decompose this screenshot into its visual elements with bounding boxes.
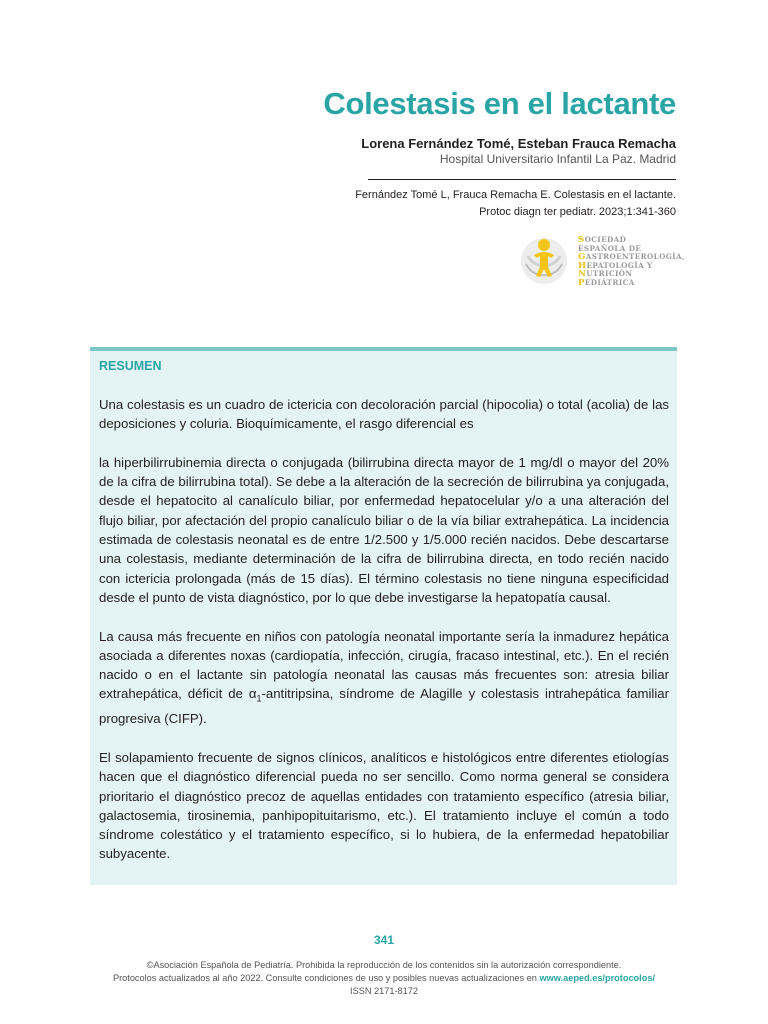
footer	[0, 959, 768, 998]
logo-line: SOCIEDAD	[578, 235, 627, 245]
issn: ISSN 2171-8172	[350, 986, 418, 996]
logo-line: GASTROENTEROLOGÍA,	[578, 252, 685, 263]
logo-line: ESPAÑOLA DE	[578, 243, 642, 253]
summary-box	[90, 347, 677, 885]
summary-body	[99, 395, 669, 883]
article-title: Colestasis en el lactante	[323, 86, 676, 121]
citation-line-2: Protoc diagn ter pediatr. 2023;1:341-360	[479, 206, 676, 218]
society-logo	[518, 234, 688, 290]
summary-heading: RESUMEN	[99, 359, 162, 373]
summary-paragraph: Una colestasis es un cuadro de ictericia con decoloración parcial (hipocolia) o total (acolia) de las deposiciones y coluria. Bioquímicamente, el rasgo diferencial es	[99, 397, 669, 432]
page-number: 341	[373, 933, 395, 947]
logo-wordmark	[578, 236, 685, 288]
summary-paragraph: El solapamiento frecuente de signos clínicos, analíticos e histológicos entre diferentes etiologías hacen que el diagnóstico diferencial pueda no ser sencillo. Como norma general se considera prioritario el diagnóstico precoz de aquellas entidades con tratamiento específico (atresia biliar, galactosemia, tirosinemia, panhipopituitarismo, etc.). El tratamiento incluye el común a todo síndrome colestático y el tratamiento específico, si lo hubiera, de la enfermedad hepatobiliar subyacente.	[99, 749, 669, 862]
header-divider	[368, 179, 676, 180]
update-note: Protocolos actualizados al año 2022. Consulte condiciones de uso y posibles nuevas actualizaciones en www.aeped.es/protocolos/	[112, 973, 656, 983]
authors: Lorena Fernández Tomé, Esteban Frauca Remacha	[361, 136, 676, 151]
child-figure-icon	[518, 234, 574, 286]
alpha-symbol: α	[248, 686, 257, 702]
logo-line: HEPATOLOGÍA Y	[578, 260, 653, 271]
logo-line: NUTRICIÓN	[578, 269, 633, 280]
citation-line-1: Fernández Tomé L, Frauca Remacha E. Colestasis en el lactante.	[355, 189, 676, 201]
copyright-notice: ©Asociación Española de Pediatría. Prohibida la reproducción de los contenidos sin la autorización correspondiente.	[146, 960, 622, 970]
logo-line: PEDIÁTRICA	[578, 277, 635, 288]
alpha-subscript: 1	[256, 694, 262, 705]
summary-paragraph: la hiperbilirrubinemia directa o conjugada (bilirrubina directa mayor de 1 mg/dl o mayor del 20% de la cifra de bilirrubina total). Se debe a la alteración de la secreción de bilirrubina ya conjugada, desde el hepatocito al canalículo biliar, por enfermedad hepatocelular y/o a una alteración del flujo biliar, por afectación del propio canalículo biliar o de la vía biliar extrahepática. La incidencia estimada de colestasis neonatal es de entre 1/2.500 y 1/5.000 recién nacidos. Debe descartarse una colestasis, mediante determinación de la cifra de bilirrubina directa, en todo recién nacido con ictericia prolongada (más de 15 días). El término colestasis no tiene ninguna especificidad desde el punto de vista diagnóstico, por lo que debe investigarse la hepatopatía causal.	[99, 454, 669, 605]
affiliation: Hospital Universitario Infantil La Paz. Madrid	[439, 152, 676, 166]
citation	[355, 187, 676, 221]
protocols-link[interactable]: www.aeped.es/protocolos/	[539, 973, 656, 983]
summary-paragraph: La causa más frecuente en niños con patología neonatal importante sería la inmadurez hepática asociada a diferentes noxas (cardiopatía, infección, cirugía, fracaso intestinal, etc.). En el recién nacido o en el lactante sin patología neonatal las causas más frecuentes son: atresia biliar extrahepática, déficit de $\alpha_1$-antitripsina, síndrome de Alagille y colestasis intrahepática familiar progresiva (CIFP).	[99, 628, 670, 727]
